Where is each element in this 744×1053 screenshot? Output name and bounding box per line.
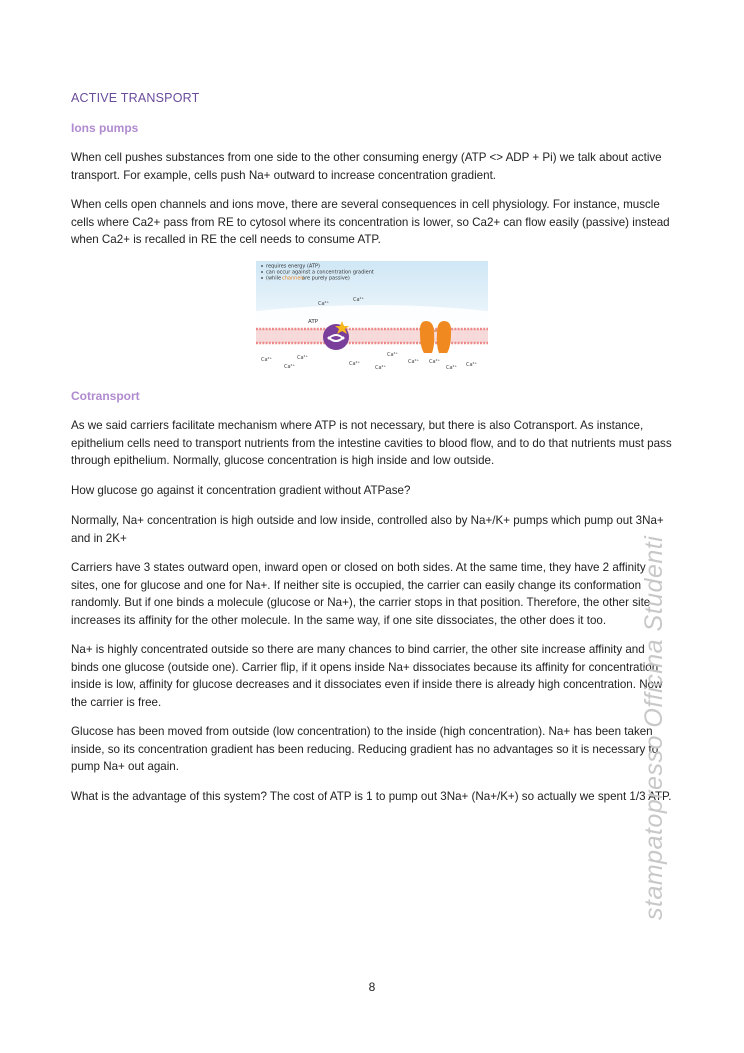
paragraph-glucose-question: How glucose go against it concentration gradient without ATPase? bbox=[71, 484, 411, 497]
figure-bullet-2: can occur against a concentration gradient bbox=[266, 269, 374, 276]
subhead-cotransport: Cotransport bbox=[71, 389, 140, 403]
atp-label: ATP bbox=[308, 319, 319, 325]
ion-label-inside-7: Ca²⁺ bbox=[408, 359, 420, 365]
ion-label-inside-8: Ca²⁺ bbox=[429, 359, 441, 365]
ion-label-inside-1: Ca²⁺ bbox=[261, 357, 273, 363]
ion-label-outside-2: Ca²⁺ bbox=[353, 297, 365, 303]
paragraph-carrier-states: Carriers have 3 states outward open, inward open or closed on both sides. At the same time, they have 2 affinity sites, one for glucose and one for Na+. If neither site is occupied, the carrier can easily change its conformation randomly. But if one binds a molecule (glucose or Na+), the carrier stops in that position. Therefore, the other site increases its affinity for the other molecule. In the same way, if one site dissociates, the other does it too. bbox=[71, 561, 651, 627]
ion-label-inside-5: Ca²⁺ bbox=[375, 365, 387, 371]
ion-label-inside-6: Ca²⁺ bbox=[387, 352, 399, 358]
ion-label-inside-2: Ca²⁺ bbox=[284, 364, 296, 370]
ion-label-inside-3: Ca²⁺ bbox=[297, 355, 309, 361]
paragraph-advantage: What is the advantage of this system? The cost of ATP is 1 to pump out 3Na+ (Na+/K+) so actually we spent 1/3 ATP. bbox=[71, 790, 672, 803]
page-number: 8 bbox=[368, 980, 376, 994]
active-transport-figure bbox=[256, 261, 488, 372]
paragraph-glucose-moved: Glucose has been moved from outside (low concentration) to the inside (high concentration). Na+ has been taken inside, so its concentration gradient has been reducing. Reducing gradient has no advantages so it is necessary to pump Na+ out again. bbox=[71, 725, 659, 773]
ion-label-inside-9: Ca²⁺ bbox=[446, 365, 458, 371]
ion-label-inside-4: Ca²⁺ bbox=[349, 361, 361, 367]
lipid-bilayer bbox=[256, 329, 488, 343]
paragraph-channels: When cells open channels and ions move, there are several consequences in cell physiology. For instance, muscle cells where Ca2+ pass from RE to cytosol where its concentration is lower, so Ca2+ can flow easily (passive) instead when Ca2+ is recalled in RE the cell needs to consume ATP. bbox=[71, 198, 670, 246]
paragraph-cotransport-intro: As we said carriers facilitate mechanism where ATP is not necessary, but there is also Cotransport. As instance, epithelium cells need to transport nutrients from the intestine cavities to blood flow, and to do that nutrients must pass through epithelium. Normally, glucose concentration is high inside and low outside. bbox=[71, 419, 672, 467]
paragraph-na-concentration: Normally, Na+ concentration is high outside and low inside, controlled also by Na+/K+ pumps which pump out 3Na+ and in 2K+ bbox=[71, 514, 664, 545]
ion-label-outside-1: Ca²⁺ bbox=[318, 301, 330, 307]
subhead-ions-pumps: Ions pumps bbox=[71, 121, 139, 135]
watermark: stampatopresso Officina Studenti bbox=[640, 535, 668, 920]
figure-bullet-3b: channels bbox=[282, 275, 305, 282]
paragraph-active-transport: When cell pushes substances from one side to the other consuming energy (ATP <> ADP + Pi) we talk about active transport. For example, cells push Na+ outward to increase concentration gradient. bbox=[71, 151, 662, 182]
membrane-diagram bbox=[256, 261, 488, 372]
figure-bullet-3c: are purely passive) bbox=[302, 275, 350, 282]
ion-label-inside-10: Ca²⁺ bbox=[466, 362, 478, 368]
paragraph-na-binding: Na+ is highly concentrated outside so there are many chances to bind carrier, the other site increase affinity and binds one glucose (outside one). Carrier flip, if it opens inside Na+ dissociates because its affinity for concentration inside is low, affinity for glucose decreases and it dissociates even if inside there is already high concentration. Now the carrier is free. bbox=[71, 643, 663, 709]
figure-bullet-1: requires energy (ATP) bbox=[266, 263, 320, 270]
section-title: ACTIVE TRANSPORT bbox=[71, 91, 200, 105]
figure-bullet-3a: (while bbox=[266, 275, 282, 282]
